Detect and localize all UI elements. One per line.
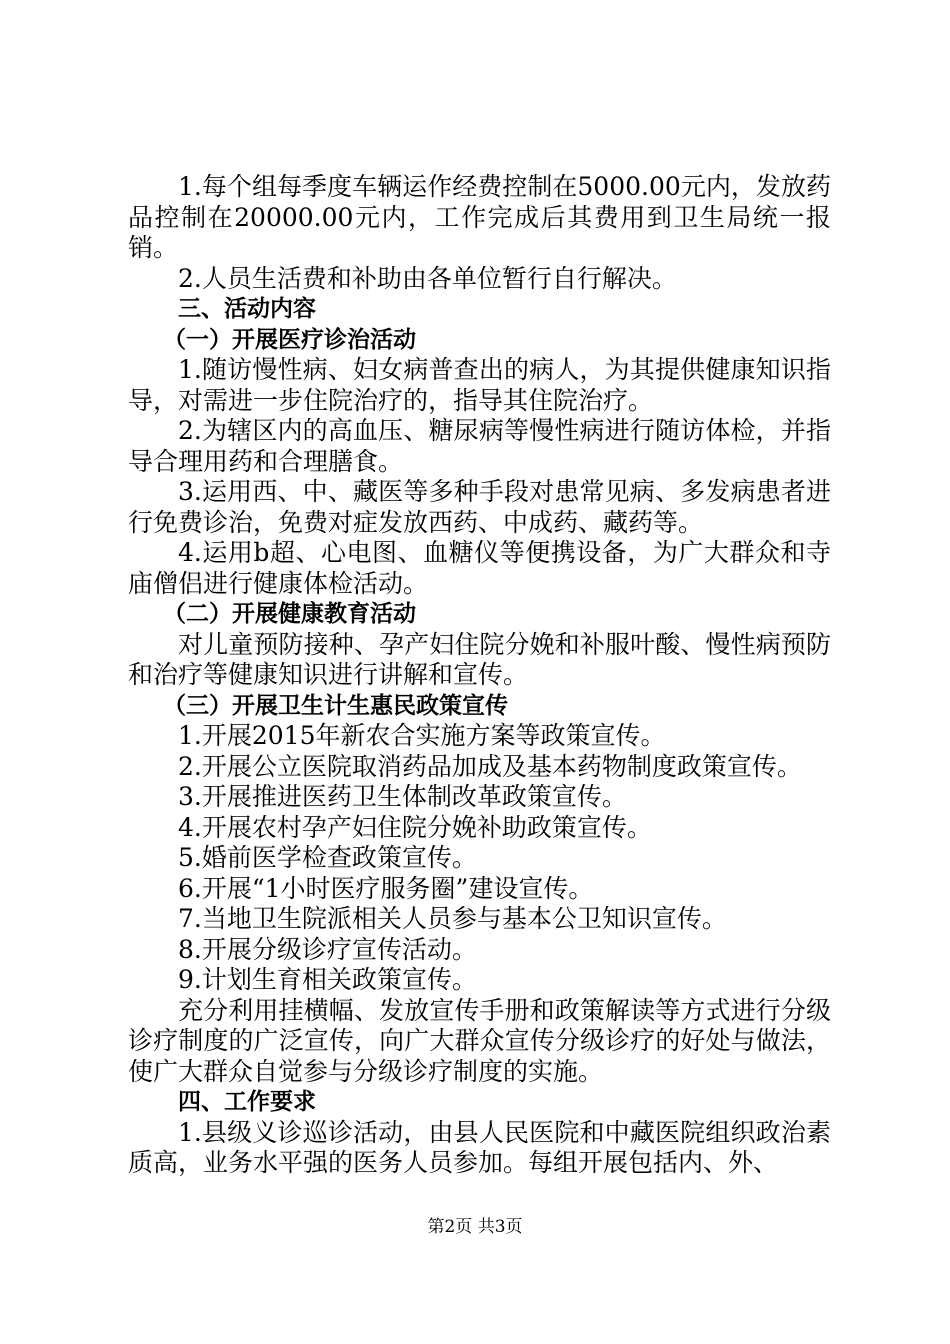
paragraph: 6.开展“1小时医疗服务圈”建设宣传。 bbox=[178, 873, 594, 903]
section-heading: 三、活动内容 bbox=[178, 296, 316, 322]
paragraph: 对儿童预防接种、孕产妇住院分娩和补服叶酸、慢性病预防和治疗等健康知识进行讲解和宣传。 bbox=[128, 629, 831, 689]
subsection-heading: （二）开展健康教育活动 bbox=[163, 601, 416, 627]
subsection-heading: （一）开展医疗诊治活动 bbox=[163, 326, 416, 353]
paragraph: 7.当地卫生院派相关人员参与基本公卫知识宣传。 bbox=[178, 904, 727, 933]
paragraph: 4.运用b超、心电图、血糖仪等便携设备，为广大群众和寺庙僧侣进行健康体检活动。 bbox=[128, 538, 831, 598]
paragraph: 3.运用西、中、藏医等多种手段对患常见病、多发病患者进行免费诊治，免费对症发放西药、中成药、藏药等。 bbox=[128, 477, 831, 537]
paragraph: 充分利用挂横幅、发放宣传手册和政策解读等方式进行分级诊疗制度的广泛宣传，向广大群众宣传分级诊疗的好处与做法，使广大群众自觉参与分级诊疗制度的实施。 bbox=[128, 995, 831, 1086]
page-number-label: 第2页 共3页 bbox=[427, 1217, 523, 1237]
paragraph: 1.随访慢性病、妇女病普查出的病人，为其提供健康知识指导，对需进一步住院治疗的，指导其住院治疗。 bbox=[128, 355, 831, 415]
paragraph: 1.每个组每季度车辆运作经费控制在5000.00元内，发放药品控制在20000.00元内，工作完成后其费用到卫生局统一报销。 bbox=[128, 172, 831, 262]
page-footer bbox=[0, 1212, 950, 1237]
paragraph: 2.为辖区内的高血压、糖尿病等慢性病进行随访体检，并指导合理用药和合理膳食。 bbox=[128, 416, 831, 476]
document-body bbox=[128, 172, 831, 1179]
paragraph: 1.县级义诊巡诊活动，由县人民医院和中藏医院组织政治素质高，业务水平强的医务人员参加。每组开展包括内、外、 bbox=[128, 1117, 831, 1177]
paragraph: 1.开展2015年新农合实施方案等政策宣传。 bbox=[178, 721, 666, 750]
paragraph: 5.婚前医学检查政策宣传。 bbox=[178, 843, 477, 872]
section-heading: 四、工作要求 bbox=[178, 1089, 316, 1115]
paragraph: 3.开展推进医药卫生体制改革政策宣传。 bbox=[178, 782, 627, 811]
paragraph: 2.开展公立医院取消药品加成及基本药物制度政策宣传。 bbox=[178, 751, 802, 781]
paragraph: 8.开展分级诊疗宣传活动。 bbox=[178, 934, 477, 964]
paragraph: 4.开展农村孕产妇住院分娩补助政策宣传。 bbox=[178, 812, 652, 842]
paragraph: 9.计划生育相关政策宣传。 bbox=[178, 965, 477, 994]
paragraph: 2.人员生活费和补助由各单位暂行自行解决。 bbox=[178, 263, 677, 293]
subsection-heading: （三）开展卫生计生惠民政策宣传 bbox=[163, 692, 508, 719]
